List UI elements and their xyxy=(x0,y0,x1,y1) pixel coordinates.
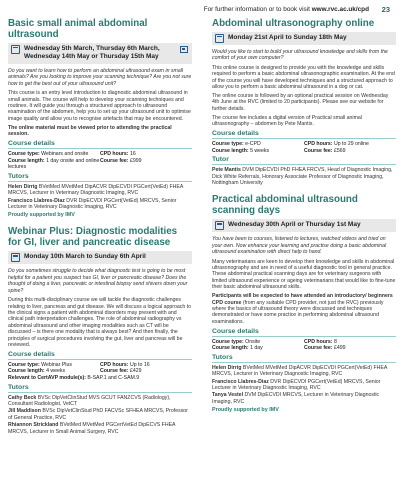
course-details xyxy=(212,141,396,154)
course-details xyxy=(8,362,192,382)
tutor-entry: Francisco Llabres-Diaz DVR DipECVDI PGCert(VetEd) MRCVS, Senior Lecturer in Veterinary Diagnostic Imaging, RVC xyxy=(212,378,381,392)
tutor-entry: Cathy Beck BVSc DipVetClinStud MVS GCUT FANZCVS (Radiology), Consultant Radiologist, VetCT xyxy=(8,394,171,408)
course-intro: Do you want to learn how to perform an abdominal ultrasound exam in small animals? Are you looking to improve your scanning technique? Are you not sure how to get the best out of your ultrasound unit? xyxy=(8,68,192,87)
course-intro: Do you sometimes struggle to decide what diagnostic test is going to be most helpful for a patient you suspect has GI, liver or pancreatic disease? Does the thought of doing a liver, pancreatic or intestinal biopsy send shivers down your spine? xyxy=(8,268,188,294)
course-description: This course is an entry level introduction to diagnostic abdominal ultrasound in small animals. The course will help to develop your scanning techniques and routines. It will guide you through a structured approach to ultrasound examination of the abdomen, help you to set up your ultrasound unit to optimise image quality and allow you to recognise artefacts that may be encountered. xyxy=(8,90,191,122)
left-column xyxy=(8,18,192,443)
dates-line: Wednesday 30th April or Thursday 1st May xyxy=(228,221,361,229)
tutor-entry: Francisco Llabres-Diaz DVR DipECVDI PGCert(VetEd) MRCVS, Senior Lecturer in Veterinary Diagnostic Imaging, RVC xyxy=(8,197,177,211)
header-url[interactable]: www.rvc.ac.uk/cpd xyxy=(311,6,369,13)
course-description: The course fee includes a digital version of Practical small animal ultrasonography – abdomen by Pete Mantis. xyxy=(212,114,362,128)
onsite-icon xyxy=(180,46,188,53)
dates-line: Monday 21st April to Sunday 18th May xyxy=(228,34,347,41)
course-basic-ultrasound xyxy=(8,18,192,218)
sponsor-line: Proudly supported by IMV xyxy=(8,212,75,219)
date-bar xyxy=(212,32,396,45)
header-prefix: For further information or to book visit xyxy=(203,6,310,13)
tutor-entry: Helen Dirrig BVetMed MVetMed DipACVR DipECVDI PGCert(VetEd) FHEA MRCVS, Lecturer in Veterinary Diagnostic Imaging, RVC xyxy=(8,183,184,197)
detail-item: CPD hours: Up to 29 online xyxy=(304,140,369,147)
date-bar xyxy=(212,219,396,232)
detail-item: Course length: 1 day xyxy=(212,345,263,352)
calendar-icon xyxy=(11,45,20,54)
calendar-icon xyxy=(215,34,224,43)
tutors-heading: Tutors xyxy=(8,173,192,182)
right-column xyxy=(212,18,396,421)
course-title: Webinar Plus: Diagnostic modalities for GI, liver and pancreatic disease xyxy=(8,226,178,249)
course-prerequisite: Participants will be expected to have attended an introductory/ beginners CPD course (from any suitable CPD provider, not just the RVC) previously where the basics of ultrasound theory were discussed and techniques demonstrated or have some practice in performing abdominal ultrasound examinations. xyxy=(212,293,393,325)
detail-item: Course type: Onsite xyxy=(212,338,261,345)
details-heading: Course details xyxy=(8,140,192,149)
tutor-entry: Rhiannon Strickland BVetMed MVetMed PGCertVetEd DipECVS FHEA MRCVS, Lecturer in Small Animal Surgery, RVC xyxy=(8,422,176,435)
course-dates xyxy=(228,221,361,229)
course-practical-scanning xyxy=(212,194,396,413)
tutor-entry: Jill Maddison BVSc DipVetClinStud PhD FACVSc SFHEA MRCVS, Professor of General Practice, RVC xyxy=(8,408,188,421)
detail-item: Course fee: £999 xyxy=(100,157,142,164)
dates-line: Monday 10th March to Sunday 6th April xyxy=(24,253,146,261)
sponsor-line: Proudly supported by IMV xyxy=(212,407,279,414)
header-text xyxy=(204,6,369,13)
detail-item: Course length: 1 day onsite and online lectures xyxy=(8,157,100,171)
tutor-entry: Tanya Vestel DVM DipECVDI MRCVS, Lecturer in Veterinary Diagnostic Imaging, RVC xyxy=(212,392,380,405)
course-webinar-plus xyxy=(8,226,192,435)
tutors-heading: Tutors xyxy=(212,354,396,363)
detail-item: Course type: Webinar Plus xyxy=(8,361,72,368)
dates-line: Wednesday 14th May or Thursday 15th May xyxy=(24,53,159,61)
course-description: Many veterinarians are keen to develop their knowledge and skills in abdominal ultrasonography and are in need of a useful diagnostic tool in general practice. These abdominal practical scanning days are for veterinary surgeons with limited ultrasound experience or ageing veterinarians that would like to fine-tune their basic abdominal ultrasound skills. xyxy=(212,258,396,291)
course-ultrasonography-online xyxy=(212,18,396,186)
tutors-heading: Tutors xyxy=(8,384,192,393)
course-title: Basic small animal abdominal ultrasound xyxy=(8,18,148,40)
detail-item: Course fee: £429 xyxy=(100,368,142,375)
tutor-entry: Helen Dirrig BVetMed MVetMed DipACVR DipECVDI PGCert(VetEd) FHEA MRCVS, Lecturer in Veterinary Diagnostic Imaging, RVC xyxy=(212,364,388,378)
date-bar xyxy=(8,251,192,264)
details-heading: Course details xyxy=(8,351,192,360)
date-bar xyxy=(8,43,192,64)
course-intro: Would you like to start to build your ultrasound knowledge and skills from the comfort of your own computer? xyxy=(212,49,388,62)
detail-item: Relevant to CertAVP module(s): B-SAP.1 and C-SAM.9 xyxy=(8,375,140,382)
detail-item: Course length: 5 weeks xyxy=(212,147,270,154)
detail-item: CPD hours: 16 xyxy=(100,151,136,158)
course-dates xyxy=(228,34,347,42)
page-number: 23 xyxy=(381,5,390,14)
detail-item: CPD hours: Up to 16 xyxy=(100,361,150,368)
page-header xyxy=(0,5,403,15)
course-details xyxy=(8,151,192,171)
course-dates xyxy=(24,45,160,61)
details-heading: Course details xyxy=(212,130,396,139)
course-title: Abdominal ultrasonography online xyxy=(212,18,375,29)
calendar-icon xyxy=(215,221,224,230)
detail-item: Course type: e-CPD xyxy=(212,140,261,147)
tutor-entry: Pete Mantis DVM DipECVDI PhD FHEA FRCVS, Head of Diagnostic Imaging, Dick White Referrals, Honorary Associate Professor of Diagnostic Imaging, Nottingham University xyxy=(212,167,393,186)
course-description: This online course is designed to provide you with the knowledge and skills required to perform a basic abdominal ultrasonographic examination. At the end of the course you will have developed techniques and a structured approach to allow you to perform a basic abdominal ultrasound in a dog or cat. xyxy=(212,64,395,91)
detail-item: Course length: 4 weeks xyxy=(8,368,66,375)
details-heading: Course details xyxy=(212,328,396,337)
course-description: During this multi-disciplinary course we will tackle the diagnostic challenges relating to liver, pancreas and gut disease. We will discuss a logical approach to the clinical signs a patient with abdominal disorders may present with and clinical path interpretation challenges. The role of abdominal radiography vs abdominal ultrasound and other imaging modalities such as CT will be discussed – is there one modality that is always best? And then finally, the principles of surgical procedures involving the gut, liver and pancreas will be reviewed. xyxy=(8,297,192,348)
course-note: The online material must be viewed prior to attending the practical session. xyxy=(8,124,172,138)
tutors-heading: Tutor xyxy=(212,156,396,165)
detail-item: CPD hours: 8 xyxy=(304,338,337,345)
detail-item: Course fee: £569 xyxy=(304,147,346,154)
calendar-icon xyxy=(11,253,20,262)
course-intro: You have been to courses, listened to lectures, watched videos and tried on your own. Now enhance your learning and practise doing a basic abdominal ultrasound examination with direct help to hand. xyxy=(212,236,387,256)
course-details xyxy=(212,339,396,352)
course-dates xyxy=(24,253,146,261)
course-description: The online course is followed by an optional practical session on Wednesday 4th June at the RVC (limited to 20 participants). Please see our website for further details. xyxy=(212,92,389,112)
course-title: Practical abdominal ultrasound scanning days xyxy=(212,194,358,217)
dates-line: Wednesday 5th March, Thursday 6th March, xyxy=(24,45,160,52)
detail-item: Course fee: £499 xyxy=(304,345,346,352)
detail-item: Course type: Webinars and onsite xyxy=(8,151,89,158)
